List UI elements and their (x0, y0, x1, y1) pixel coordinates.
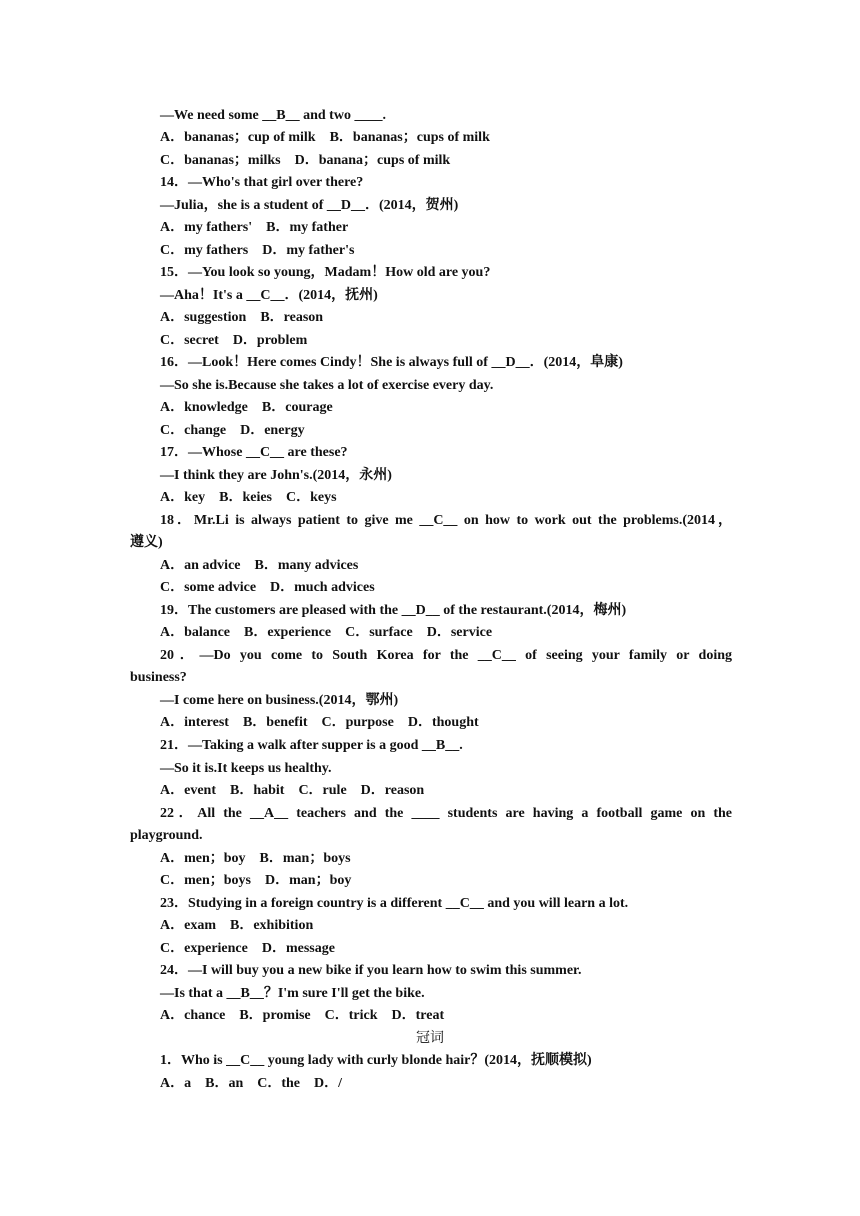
text-line: —So she is.Because she takes a lot of exercise every day. (160, 378, 494, 393)
text-line: A．men；boy B．man；boys (160, 851, 351, 866)
text-line: 19．The customers are pleased with the __D__ of the restaurant.(2014，梅州) (160, 603, 627, 618)
text-line: A．balance B．experience C．surface D．service (160, 625, 493, 640)
text-line: 22．All the __A__ teachers and the ____ students are having a football game on the (160, 806, 732, 821)
text-line: 24．—I will buy you a new bike if you learn how to swim this summer. (160, 963, 582, 978)
text-line: A．an advice B．many advices (160, 558, 359, 573)
text-line: 遵义) (130, 535, 163, 550)
text-line: A．suggestion B．reason (160, 310, 324, 325)
text-line: 20．—Do you come to South Korea for the __C__ of seeing your family or doing (160, 648, 732, 663)
text-line: —We need some __B__ and two ____. (160, 108, 386, 123)
text-line: C．experience D．message (160, 941, 335, 956)
text-line: C．my fathers D．my father's (160, 243, 355, 258)
text-line: C．change D．energy (160, 423, 305, 438)
text-line: —Is that a __B__？I'm sure I'll get the bike. (160, 986, 425, 1001)
text-line: C．secret D．problem (160, 333, 308, 348)
text-line: 1．Who is __C__ young lady with curly blonde hair？(2014，抚顺模拟) (160, 1053, 592, 1068)
text-line: 21．—Taking a walk after supper is a good __B__. (160, 738, 463, 753)
text-line: business? (130, 670, 187, 685)
text-line: A．bananas；cup of milk B．bananas；cups of milk (160, 130, 490, 145)
text-line: 18．Mr.Li is always patient to give me __C__ on how to work out the problems.(2014， (160, 513, 732, 528)
text-line: A．chance B．promise C．trick D．treat (160, 1008, 445, 1023)
text-line: A．key B．keies C．keys (160, 490, 337, 505)
text-line: playground. (130, 828, 203, 843)
section-heading: 冠词 (416, 1031, 444, 1046)
text-line: A．knowledge B．courage (160, 400, 333, 415)
text-line: A．event B．habit C．rule D．reason (160, 783, 425, 798)
text-line: 16．—Look！Here comes Cindy！She is always full of __D__．(2014，阜康) (160, 355, 623, 370)
text-line: 14．—Who's that girl over there? (160, 175, 364, 190)
text-line: C．bananas；milks D．banana；cups of milk (160, 153, 451, 168)
text-line: A．interest B．benefit C．purpose D．thought (160, 715, 479, 730)
text-line: —I come here on business.(2014，鄂州) (160, 693, 399, 708)
text-line: —Julia，she is a student of __D__．(2014，贺州) (160, 198, 459, 213)
text-line: A．a B．an C．the D．/ (160, 1076, 343, 1091)
text-line: 23．Studying in a foreign country is a different __C__ and you will learn a lot. (160, 896, 629, 911)
text-line: —I think they are John's.(2014，永州) (160, 468, 392, 483)
text-line: C．some advice D．much advices (160, 580, 375, 595)
text-line: C．men；boys D．man；boy (160, 873, 352, 888)
text-line: A．exam B．exhibition (160, 918, 314, 933)
text-line: A．my fathers' B．my father (160, 220, 349, 235)
text-line: —So it is.It keeps us healthy. (160, 761, 332, 776)
text-line: —Aha！It's a __C__．(2014，抚州) (160, 288, 378, 303)
text-line: 17．—Whose __C__ are these? (160, 445, 348, 460)
text-line: 15．—You look so young，Madam！How old are you? (160, 265, 491, 280)
